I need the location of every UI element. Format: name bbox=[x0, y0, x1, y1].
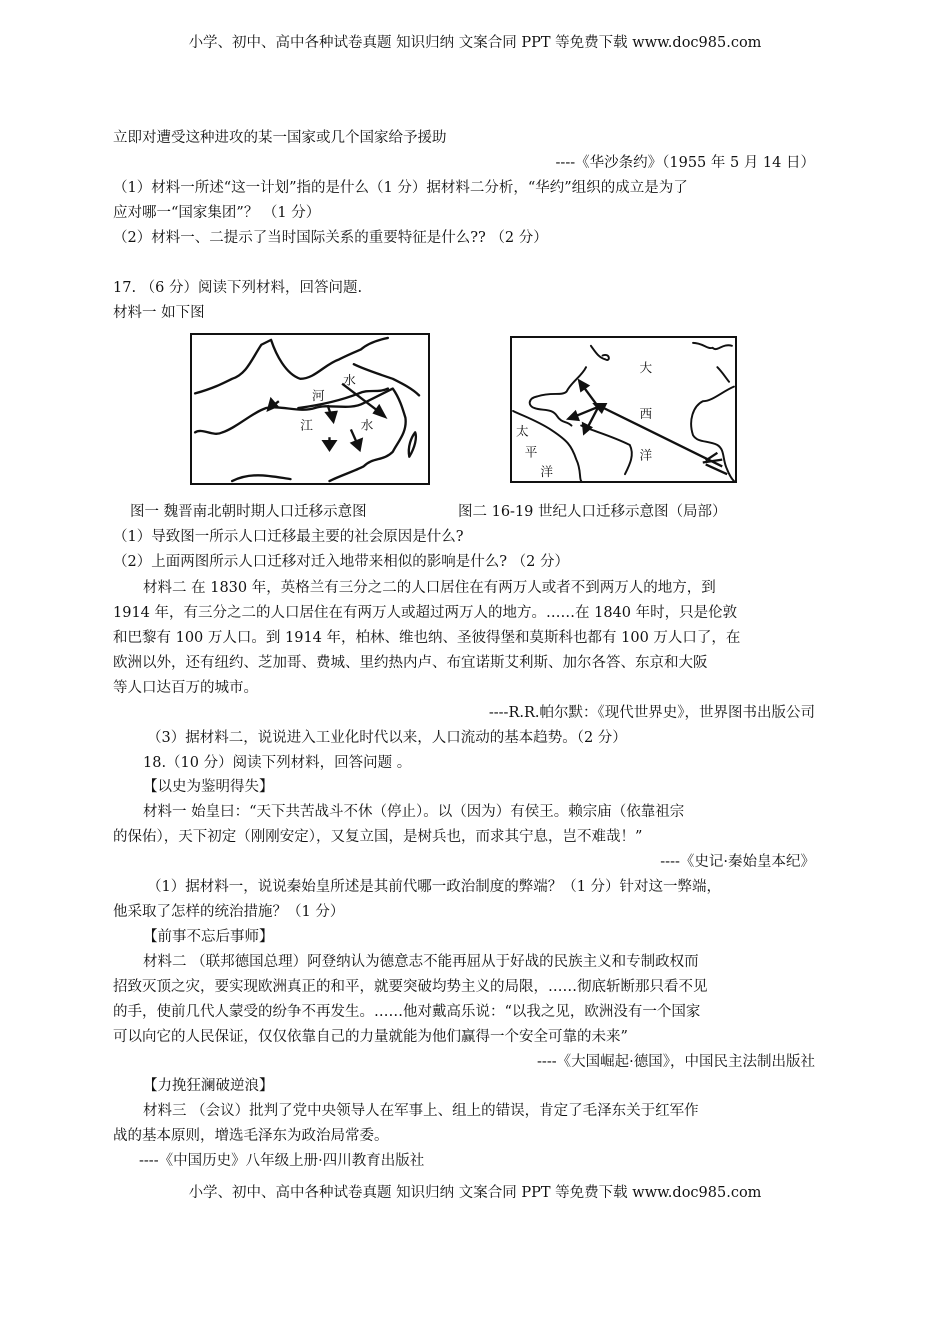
map1-label-shui-1: 水 bbox=[343, 372, 356, 388]
q17-material2-line: 等人口达百万的城市。 bbox=[113, 680, 258, 696]
map2-label-yang-atlantic: 洋 bbox=[639, 447, 653, 463]
q16-question-1-line1: （1）材料一所述“这一计划”指的是什么（1 分）据材料二分析，“华约”组织的成立是为了 bbox=[113, 180, 688, 196]
map-wei-jin-migration bbox=[190, 333, 430, 485]
q18-material2-line: 的手，使前几代人蒙受的纷争不再发生。……他对戴高乐说：“以我之见，欧洲没有一个国家 bbox=[113, 1004, 701, 1020]
q18-material2-line: 招致灭顶之灾，要实现欧洲真正的和平，就要突破均势主义的局限，……彻底斩断那只看不见 bbox=[113, 979, 708, 995]
map2-label-ping: 平 bbox=[524, 444, 538, 460]
q17-material2-line: 和巴黎有 100 万人口。到 1914 年，柏林、维也纳、圣彼得堡和莫斯科也都有 100 万人口了，在 bbox=[113, 630, 741, 646]
map2-label-tai: 太 bbox=[516, 423, 529, 439]
q18-title: 18.（10 分）阅读下列材料，回答问题 。 bbox=[143, 755, 412, 771]
q16-question-1-line2: 应对哪一“国家集团”？ （1 分） bbox=[113, 205, 321, 221]
q16-question-2: （2）材料一、二提示了当时国际关系的重要特征是什么?? （2 分） bbox=[113, 230, 548, 246]
q17-material2-line: 材料二 在 1830 年，英格兰有三分之二的人口居住在有两万人或者不到两万人的地方，到 bbox=[143, 580, 716, 596]
map1-caption: 图一 魏晋南北朝时期人口迁移示意图 bbox=[130, 504, 367, 520]
map-atlantic-migration bbox=[510, 336, 737, 483]
page-footer-watermark: 小学、初中、高中各种试卷真题 知识归纳 文案合同 PPT 等免费下载 www.doc985.com bbox=[188, 1185, 762, 1201]
map1-label-he: 河 bbox=[311, 388, 325, 404]
q17-material1-label: 材料一 如下图 bbox=[113, 305, 205, 321]
q17-material2-line: 1914 年，有三分之二的人口居住在有两万人或超过两万人的地方。……在 1840 年时，只是伦敦 bbox=[113, 605, 738, 621]
map1-label-jiang: 江 bbox=[300, 417, 313, 433]
q18-material2-line: 可以向它的人民保证，仅仅依靠自己的力量就能为他们赢得一个安全可靠的未来” bbox=[113, 1029, 628, 1045]
china-map-figure bbox=[192, 335, 428, 483]
map2-caption: 图二 16-19 世纪人口迁移示意图（局部） bbox=[458, 504, 727, 520]
q17-material2-line: 欧洲以外，还有纽约、芝加哥、费城、里约热内卢、布宜诺斯艾利斯、加尔各答、东京和大阪 bbox=[113, 655, 708, 671]
q17-question-3: （3）据材料二，说说进入工业化时代以来，人口流动的基本趋势。（2 分） bbox=[147, 730, 627, 746]
map2-label-da: 大 bbox=[639, 360, 653, 376]
q18-material1-line: 材料一 始皇曰：“天下共苦战斗不休（停止）。以（因为）有侯王。赖宗庙（依靠祖宗 bbox=[143, 804, 685, 820]
q17-title: 17. （6 分）阅读下列材料，回答问题. bbox=[113, 280, 363, 296]
q16-material-tail: 立即对遭受这种进攻的某一国家或几个国家给予援助 bbox=[113, 130, 447, 146]
q17-material2-source: ----R.R.帕尔默：《现代世界史》，世界图书出版公司 bbox=[488, 705, 815, 721]
map1-label-shui-2: 水 bbox=[360, 417, 374, 433]
q18-material3-line: 材料三 （会议）批判了党中央领导人在军事上、组上的错误，肯定了毛泽东关于红军作 bbox=[143, 1103, 699, 1119]
q17-question-2: （2）上面两图所示人口迁移对迁入地带来相似的影响是什么? （2 分） bbox=[113, 554, 569, 570]
q18-question-1-line: 他采取了怎样的统治措施？（1 分） bbox=[113, 904, 345, 920]
q18-section-heading-1: 【以史为鉴明得失】 bbox=[143, 779, 274, 795]
q18-section-heading-3: 【力挽狂澜破逆浪】 bbox=[143, 1078, 274, 1094]
map2-label-yang-pacific: 洋 bbox=[540, 464, 553, 480]
q17-question-1: （1）导致图一所示人口迁移最主要的社会原因是什么? bbox=[113, 529, 464, 545]
q18-question-1-line: （1）据材料一，说说秦始皇所述是其前代哪一政治制度的弊端？（1 分）针对这一弊端， bbox=[147, 879, 722, 895]
q16-source: ----《华沙条约》（1955 年 5 月 14 日） bbox=[555, 155, 815, 171]
map2-label-xi: 西 bbox=[639, 405, 653, 421]
q18-material3-source: ----《中国历史》八年级上册·四川教育出版社 bbox=[139, 1153, 425, 1169]
q18-material2-source: ----《大国崛起·德国》，中国民主法制出版社 bbox=[537, 1054, 815, 1070]
page-header-watermark: 小学、初中、高中各种试卷真题 知识归纳 文案合同 PPT 等免费下载 www.doc985.com bbox=[188, 35, 762, 51]
atlantic-map-figure bbox=[512, 338, 735, 481]
q18-material2-line: 材料二 （联邦德国总理）阿登纳认为德意志不能再屈从于好战的民族主义和专制政权而 bbox=[143, 954, 699, 970]
q18-material3-line: 战的基本原则，增选毛泽东为政治局常委。 bbox=[113, 1128, 389, 1144]
q18-material1-line: 的保佑），天下初定（刚刚安定），又复立国，是树兵也，而求其宁息，岂不难哉！” bbox=[113, 829, 643, 845]
q18-material1-source: ----《史记·秦始皇本纪》 bbox=[660, 854, 815, 870]
q18-section-heading-2: 【前事不忘后事师】 bbox=[143, 929, 274, 945]
